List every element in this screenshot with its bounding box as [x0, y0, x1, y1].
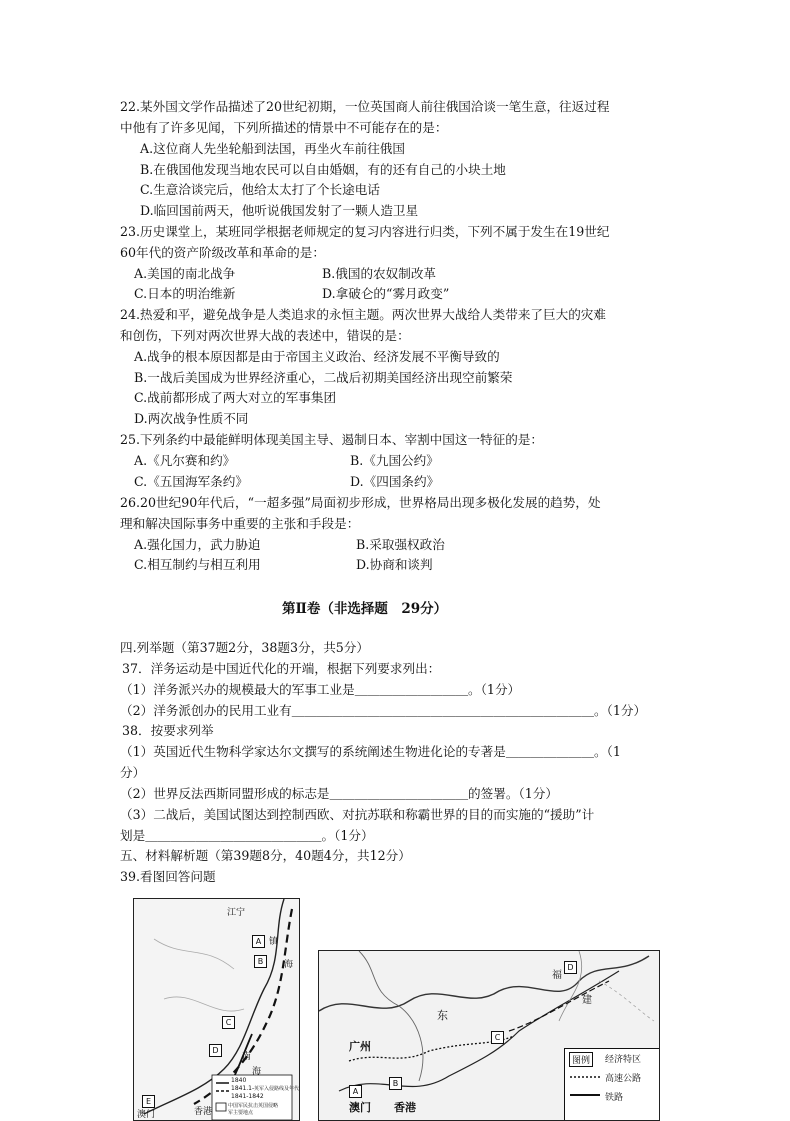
q23-option-d: D.拿破仑的“雾月政变”	[322, 286, 450, 301]
right-map-marker-d: D	[564, 961, 577, 974]
q38-item-1-line-2: 分）	[120, 765, 146, 780]
left-legend-1841b: 1841-1842	[231, 1093, 264, 1100]
q25-option-b: B.《九国公约》	[350, 453, 439, 468]
right-map-marker-a: A	[349, 1085, 362, 1098]
q22-stem-line-2: 中他有了许多见闻，下列所描述的情景中不可能存在的是：	[120, 120, 448, 135]
q37-item-2: （2）洋务派创办的民用工业有＿＿＿＿＿＿＿＿＿＿＿＿＿＿＿＿＿＿＿＿＿＿＿＿。（1分）	[120, 703, 647, 718]
map-label-hai-2: 海	[252, 1067, 262, 1077]
q24-option-b: B.一战后美国成为世界经济重心，二战后初期美国经济出现空前繁荣	[134, 370, 513, 385]
q24-option-d: D.两次战争性质不同	[134, 411, 249, 426]
left-legend-resist-1: 中国军民抗击英国侵略	[228, 1103, 279, 1109]
map-label-hongkong: 香港	[194, 1107, 213, 1117]
q26-option-b: B.采取强权政治	[356, 537, 445, 552]
q25-option-a: A.《凡尔赛和约》	[134, 453, 236, 468]
map-label-hai: 海	[284, 960, 294, 970]
map-label-hongkong-right: 香港	[394, 1101, 416, 1114]
q22-option-b: B.在俄国他发现当地农民可以自由婚姻，有的还有自己的小块土地	[140, 162, 506, 177]
left-legend-1841a: 1841.1-	[231, 1085, 255, 1092]
q26-stem-line-1: 26.20世纪90年代后，“一超多强”局面初步形成，世界格局出现多极化发展的趋势，处	[120, 495, 601, 510]
q26-option-a: A.强化国力，武力胁迫	[134, 537, 261, 552]
q38-stem: 38．按要求列举	[122, 723, 214, 738]
legend-title: 图例	[569, 1052, 593, 1067]
right-map-marker-c: C	[491, 1031, 504, 1044]
q25-option-c: C.《五国海军条约》	[134, 474, 248, 489]
part5-heading: 五、材料解析题（第39题8分，40题4分，共12分）	[120, 848, 411, 863]
map-label-guangzhou: 广州	[349, 1040, 371, 1053]
legend-symbols	[568, 1069, 604, 1121]
legend-railway: 铁路	[605, 1093, 624, 1103]
map-label-dong: 东	[437, 1009, 448, 1022]
q37-item-1: （1）洋务派兴办的规模最大的军事工业是＿＿＿＿＿＿＿＿＿。（1分）	[120, 682, 521, 697]
left-map-marker-b: B	[254, 955, 267, 968]
opium-war-map	[133, 898, 300, 1121]
map-label-macau-right: 澳门	[349, 1101, 371, 1114]
map-label-jian: 建	[582, 995, 592, 1006]
q26-stem-line-2: 理和解决国际事务中重要的主张和手段是：	[120, 516, 360, 531]
right-map-marker-b: B	[389, 1077, 402, 1090]
q38-item-2: （2）世界反法西斯同盟形成的标志是＿＿＿＿＿＿＿＿＿＿＿的签署。（1分）	[120, 786, 558, 801]
legend-sez: 经济特区	[605, 1055, 642, 1065]
q23-stem-line-1: 23.历史课堂上，某班同学根据老师规定的复习内容进行归类，下列不属于发生在19世纪	[120, 224, 610, 239]
map-label-nan: 南	[242, 1052, 252, 1062]
part4-heading: 四.列举题（第37题2分，38题3分，共5分）	[120, 640, 369, 655]
q25-stem: 25.下列条约中最能鲜明体现美国主导、遏制日本、宰割中国这一特征的是：	[120, 432, 544, 447]
map-label-jiangning: 江宁	[227, 908, 246, 918]
q23-option-a: A.美国的南北战争	[134, 266, 236, 281]
left-legend-resist-2: 军主要地点	[228, 1110, 254, 1116]
q24-option-c: C.战前都形成了两大对立的军事集团	[134, 390, 337, 405]
left-legend-1840: 1840	[231, 1077, 247, 1084]
q37-stem: 37．洋务运动是中国近代化的开端，根据下列要求列出：	[122, 661, 441, 676]
q38-item-1-line-1: （1）英国近代生物科学家达尔文撰写的系统阐述生物进化论的专著是＿＿＿＿＿＿＿。（1	[120, 744, 621, 759]
q22-stem-line-1: 22.某外国文学作品描述了20世纪初期，一位英国商人前往俄国洽谈一笔生意，往返过程	[120, 99, 610, 114]
legend-expressway: 高速公路	[605, 1074, 642, 1084]
right-map-legend	[564, 1048, 660, 1121]
q39-stem: 39.看图回答问题	[120, 869, 216, 884]
left-map-marker-e: E	[142, 1095, 155, 1108]
q26-option-d: D.协商和谈判	[356, 557, 433, 572]
q23-option-c: C.日本的明治维新	[134, 286, 236, 301]
q23-stem-line-2: 60年代的资产阶级改革和革命的是：	[120, 245, 325, 260]
left-map-marker-c: C	[222, 1016, 235, 1029]
left-map-marker-a: A	[252, 935, 265, 948]
q24-option-a: A.战争的根本原因都是由于帝国主义政治、经济发展不平衡导致的	[134, 349, 500, 364]
q22-option-c: C.生意洽谈完后，他给太太打了个长途电话	[140, 182, 380, 197]
q38-item-3-line-2: 划是＿＿＿＿＿＿＿＿＿＿＿＿＿＿。（1分）	[120, 828, 374, 843]
q25-option-d: D.《四国条约》	[350, 474, 440, 489]
q26-option-c: C.相互制约与相互利用	[134, 557, 261, 572]
left-legend-route: 英军入侵路线及年代	[254, 1086, 300, 1092]
section-2-title: 第Ⅱ卷（非选择题 29分）	[282, 601, 448, 617]
q38-item-3-line-1: （3）二战后，美国试图达到控制西欧、对抗苏联和称霸世界的目的而实施的“援助”计	[120, 807, 595, 822]
map-label-fu: 福	[552, 970, 562, 981]
q22-option-a: A.这位商人先坐轮船到法国，再坐火车前往俄国	[140, 141, 405, 156]
map-label-macau: 澳门	[137, 1110, 156, 1120]
economic-zones-map	[318, 950, 660, 1121]
q24-stem-line-1: 24.热爱和平，避免战争是人类追求的永恒主题。两次世界大战给人类带来了巨大的灾难	[120, 307, 606, 322]
left-map-marker-d: D	[209, 1044, 222, 1057]
map-label-zhen: 镇	[269, 937, 279, 947]
q23-option-b: B.俄国的农奴制改革	[322, 266, 437, 281]
q24-stem-line-2: 和创伤，下列对两次世界大战的表述中，错误的是：	[120, 328, 410, 343]
q22-option-d: D.临回国前两天，他听说俄国发射了一颗人造卫星	[140, 203, 419, 218]
